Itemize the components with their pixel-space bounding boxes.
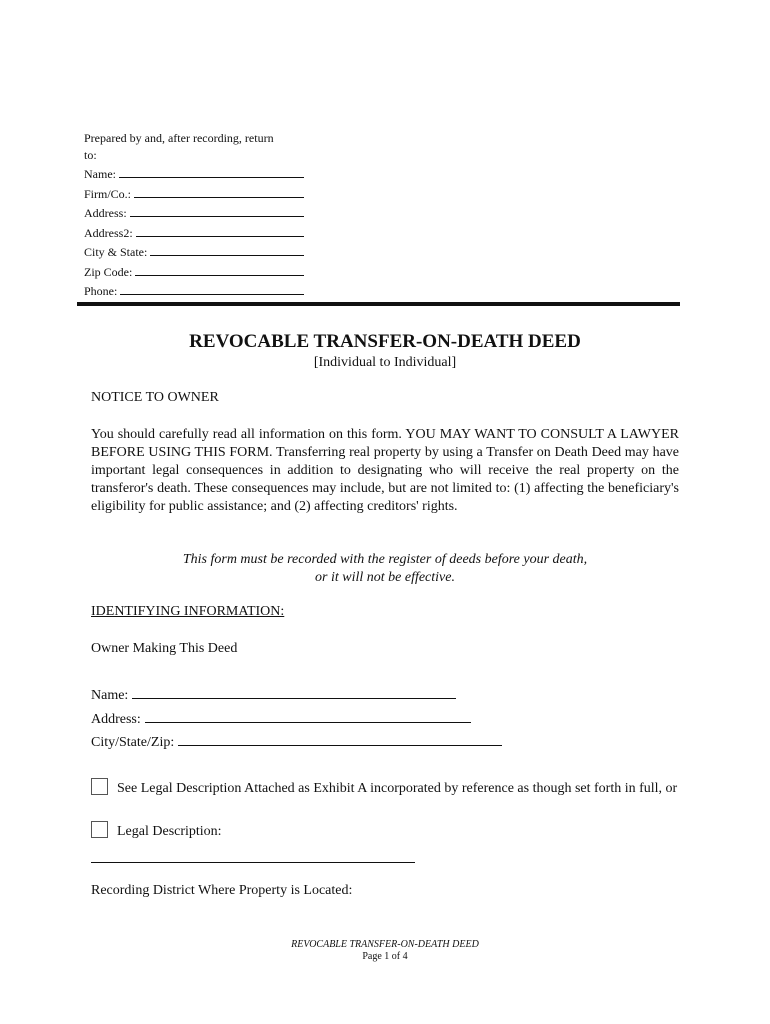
owner-city-state-zip-line[interactable] <box>178 731 502 746</box>
legal-description-label: Legal Description: <box>117 824 222 839</box>
recording-district-label: Recording District Where Property is Located: <box>91 883 353 898</box>
return-firm-field[interactable] <box>84 185 304 205</box>
owner-city-state-zip-field[interactable] <box>91 731 502 755</box>
return-city-state-field[interactable] <box>84 243 304 263</box>
document-title: REVOCABLE TRANSFER-ON-DEATH DEED <box>189 331 581 352</box>
owner-fields <box>91 684 502 755</box>
exhibit-a-option <box>91 778 681 798</box>
header-divider <box>77 302 680 306</box>
footer-title: REVOCABLE TRANSFER-ON-DEATH DEED <box>291 939 479 950</box>
return-phone-label: Phone: <box>84 284 118 298</box>
return-address-field[interactable] <box>84 204 304 224</box>
return-firm-label: Firm/Co.: <box>84 186 132 201</box>
legal-description-checkbox[interactable] <box>91 821 108 838</box>
return-address-line[interactable] <box>130 204 304 217</box>
identifying-heading: IDENTIFYING INFORMATION: <box>91 604 285 619</box>
return-address2-label: Address2: <box>84 225 133 240</box>
return-name-label: Name: <box>84 167 116 181</box>
return-address-label: Address: <box>84 206 127 220</box>
owner-name-line[interactable] <box>132 684 456 699</box>
return-heading <box>84 130 304 163</box>
owner-address-line[interactable] <box>145 708 471 723</box>
recording-warning-line2: or it will not be effective. <box>315 570 455 585</box>
return-city-state-line[interactable] <box>150 243 304 256</box>
owner-address-field[interactable] <box>91 708 502 732</box>
return-phone-line[interactable] <box>120 282 304 295</box>
owner-name-label: Name: <box>91 688 129 703</box>
owner-name-field[interactable] <box>91 684 502 708</box>
return-zip-label: Zip Code: <box>84 264 133 279</box>
return-phone-field[interactable] <box>84 282 304 302</box>
return-name-field[interactable] <box>84 165 304 185</box>
return-address2-line[interactable] <box>136 224 304 237</box>
return-name-line[interactable] <box>119 165 304 178</box>
return-city-state-label: City & State: <box>84 245 148 259</box>
notice-heading: NOTICE TO OWNER <box>91 390 219 405</box>
owner-heading: Owner Making This Deed <box>91 641 238 656</box>
return-zip-field[interactable] <box>84 263 304 283</box>
notice-body: You should carefully read all information on this form. YOU MAY WANT TO CONSULT A LAWYER BEFORE USING THIS FORM. Transferring real property by using a Transfer on Death Deed may have important legal consequences in addition to designating who will receive the real property on the transferor's death. These consequences may include, but are not limited to: (1) affecting the beneficiary's eligibility for public assistance; and (2) affecting creditors' rights. <box>91 427 679 514</box>
return-heading-line2: to: <box>84 147 97 162</box>
legal-description-line[interactable] <box>91 862 415 863</box>
exhibit-a-label: See Legal Description Attached as Exhibit A incorporated by reference as though set forth in full, or <box>117 781 678 796</box>
page-footer <box>0 939 770 963</box>
recording-warning <box>91 551 679 587</box>
exhibit-a-checkbox[interactable] <box>91 778 108 795</box>
return-address2-field[interactable] <box>84 224 304 244</box>
return-firm-line[interactable] <box>134 185 304 198</box>
footer-page-number: Page 1 of 4 <box>362 951 408 962</box>
document-subtitle: [Individual to Individual] <box>313 355 457 370</box>
legal-description-option <box>91 821 681 841</box>
owner-city-state-zip-label: City/State/Zip: <box>91 735 175 750</box>
return-zip-line[interactable] <box>135 263 304 276</box>
recording-warning-line1: This form must be recorded with the register of deeds before your death, <box>182 552 588 567</box>
return-address-block <box>84 130 304 302</box>
return-heading-line1: Prepared by and, after recording, return <box>84 131 274 145</box>
owner-address-label: Address: <box>91 711 141 727</box>
